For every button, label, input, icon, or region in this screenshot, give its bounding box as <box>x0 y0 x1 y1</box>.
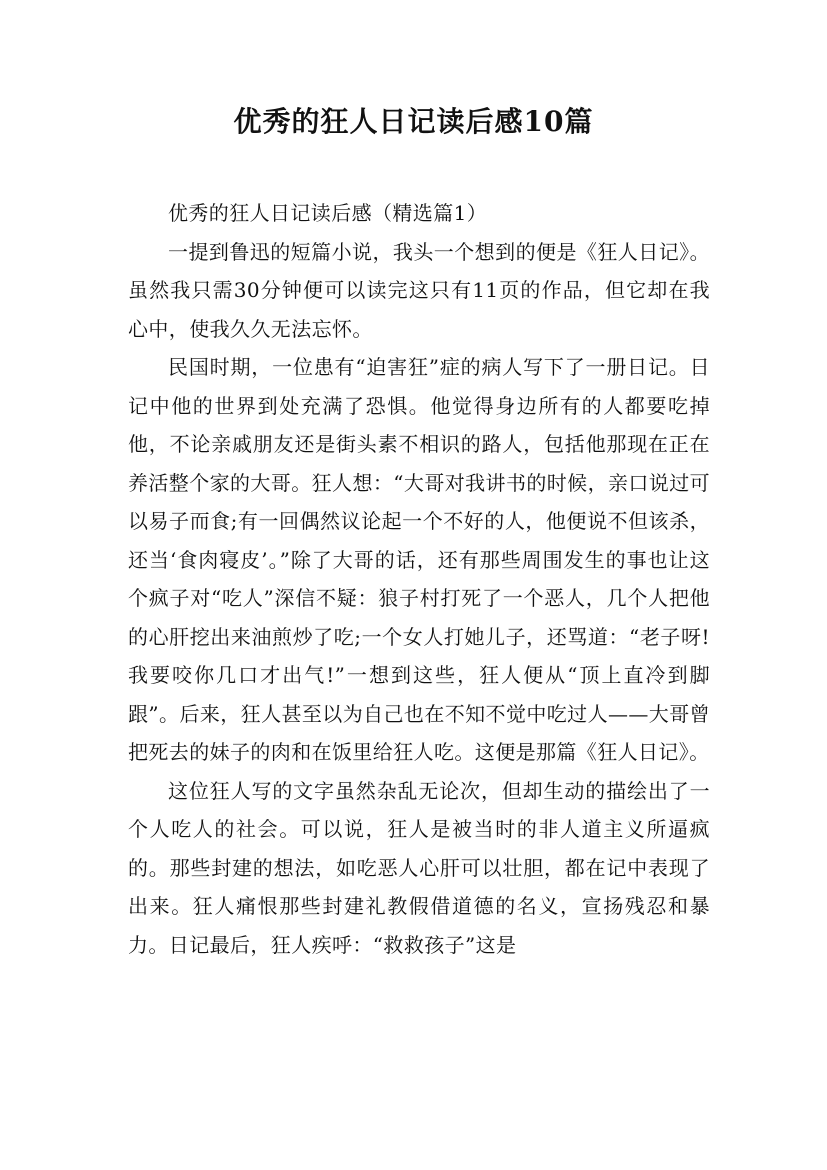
paragraph-2: 民国时期，一位患有“迫害狂”症的病人写下了一册日记。日记中他的世界到处充满了恐惧。他觉得身边所有的人都要吃掉他，不论亲戚朋友还是街头素不相识的路人，包括他那现在正在养活整个家的大哥。狂人想：“大哥对我讲书的时候，亲口说过可以易子而食;有一回偶然议论起一个不好的人，他便说不但该杀，还当‘食肉寝皮’。”除了大哥的话，还有那些周围发生的事也让这个疯子对“吃人”深信不疑：狼子村打死了一个恶人，几个人把他的心肝挖出来油煎炒了吃;一个女人打她儿子，还骂道：“老子呀!我要咬你几口才出气!”一想到这些，狂人便从“顶上直冷到脚跟”。后来，狂人甚至以为自己也在不知不觉中吃过人——大哥曾把死去的妹子的肉和在饭里给狂人吃。这便是那篇《狂人日记》。 <box>128 355 710 764</box>
section-heading: 优秀的狂人日记读后感（精选篇1） <box>168 201 488 225</box>
document-title: 优秀的狂人日记读后感10篇 <box>233 105 594 138</box>
paragraph-3: 这位狂人写的文字虽然杂乱无论次，但却生动的描绘出了一个人吃人的社会。可以说，狂人是被当时的非人道主义所逼疯的。那些封建的想法，如吃恶人心肝可以壮胆，都在记中表现了出来。狂人痛恨那些封建礼教假借道德的名义，宣扬残忍和暴力。日记最后，狂人疾呼：“救救孩子”这是 <box>128 778 710 957</box>
document-body <box>128 194 710 964</box>
paragraph-1: 一提到鲁迅的短篇小说，我头一个想到的便是《狂人日记》。虽然我只需30分钟便可以读完这只有11页的作品，但它却在我心中，使我久久无法忘怀。 <box>128 239 710 341</box>
